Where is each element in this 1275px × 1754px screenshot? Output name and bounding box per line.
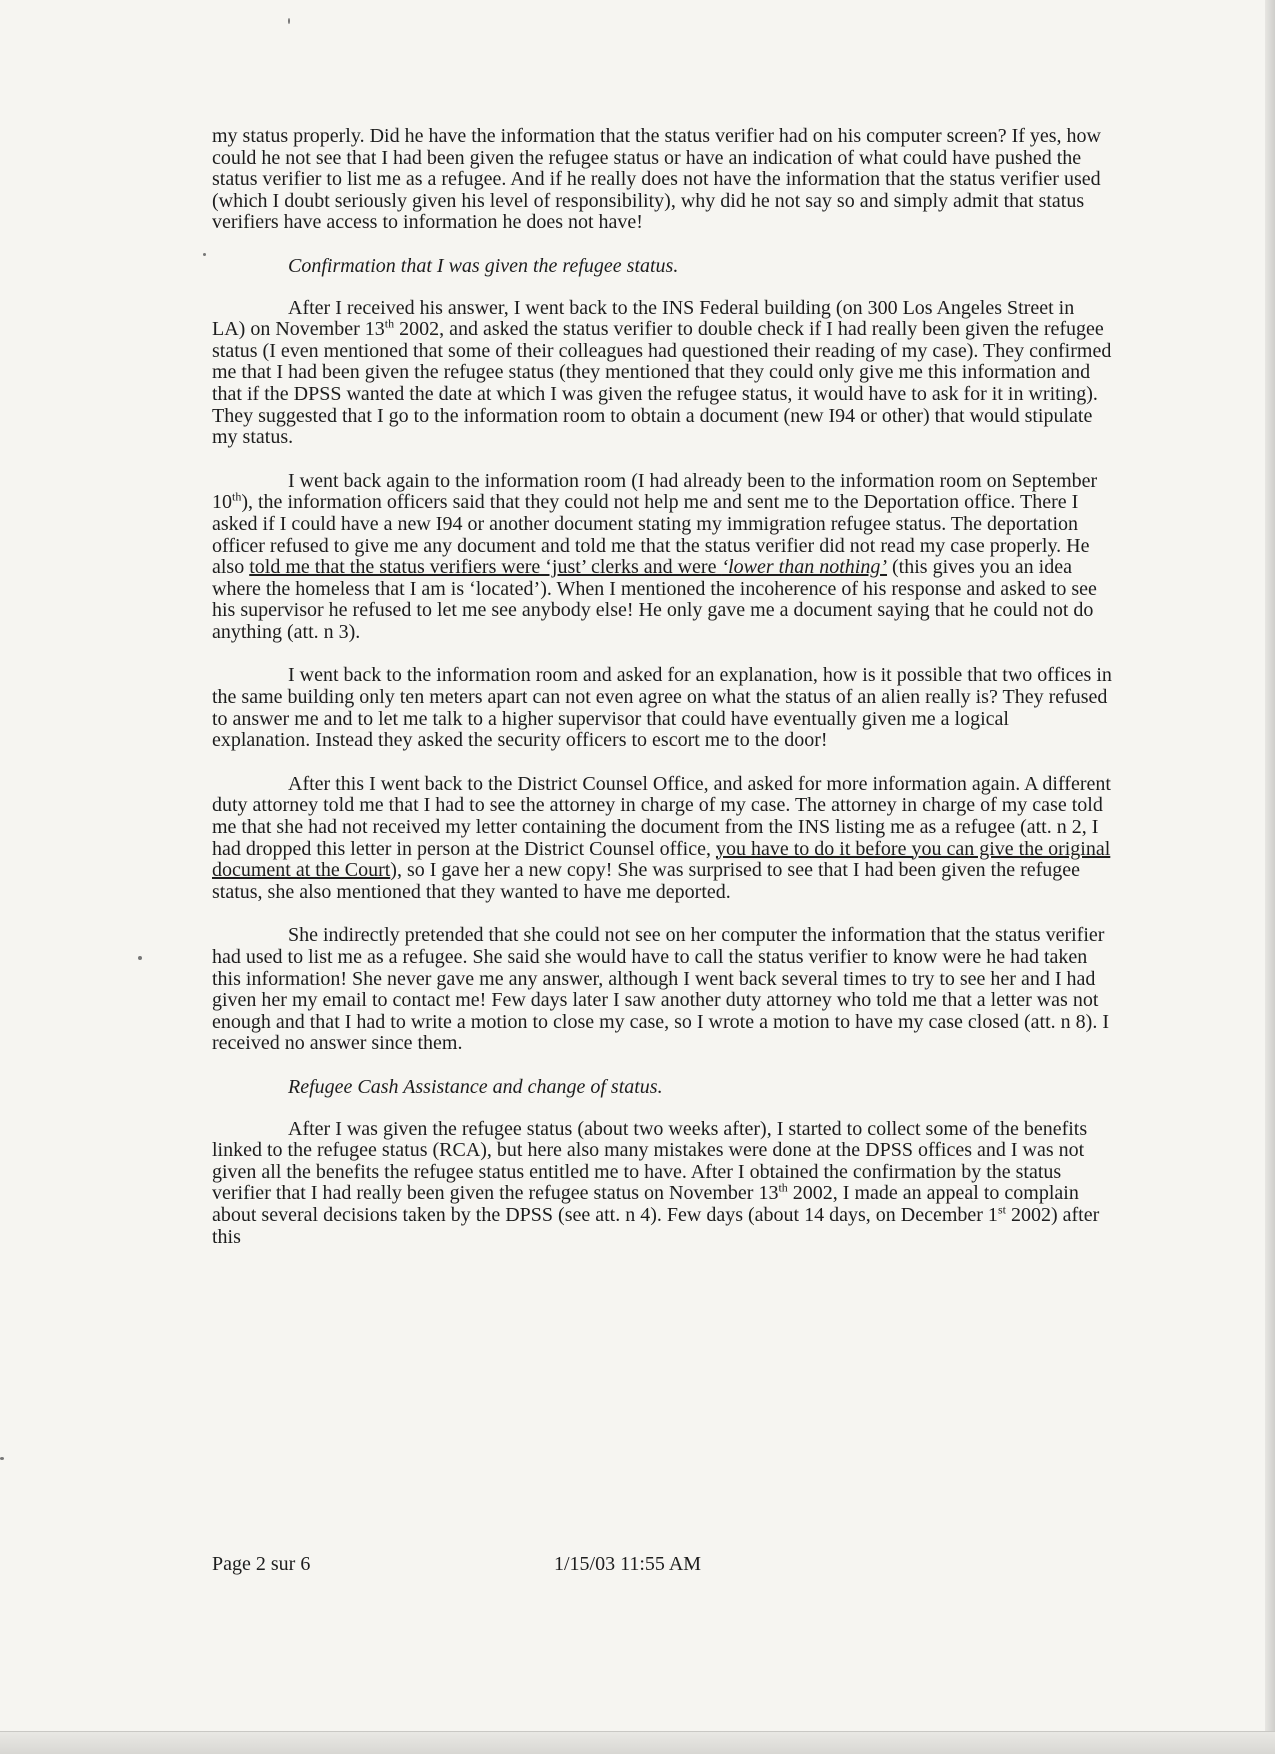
paragraph-7: After I was given the refugee status (about two weeks after), I started to collect some of the benefits linked to the refugee status (RCA), but here also many mistakes were done at the DPSS offices and I was not given all the benefits the refugee status entitled me to have. After I obtained the confirmation by the status verifier that I had really been given the refugee status on November 13th 2002, I made an appeal to complain about several decisions taken by the DPSS (see att. n 4). Few days (about 14 days, on December 1st 2002) after this: [212, 1117, 1100, 1248]
paragraph-6: She indirectly pretended that she could not see on her computer the information that the status verifier had used to list me as a refugee. She said she would have to call the status verifier to know were he had taken this information! She never gave me any answer, although I went back several times to try to see her and I had given her my email to contact me! Few days later I saw another duty attorney who told me that a letter was not enough and that I had to write a motion to close my case, so I wrote a motion to have my case closed (att. n 8). I received no answer since them.: [212, 924, 1109, 1055]
scan-edge-bottom: [0, 1731, 1275, 1754]
underlined-note: you have to do it before you can give the original document at the Court: [212, 837, 1111, 882]
paragraph-4: I went back to the information room and asked for an explanation, how is it possible that two offices in the same building only ten meters apart can not even agree on what the status of an alien really is? They refused to answer me and to let me talk to a higher supervisor that could have eventually given me a logical explanation. Instead they asked the security officers to escort me to the door!: [212, 664, 1112, 752]
underlined-quote: told me that the status verifiers were ‘just’ clerks and were: [249, 556, 722, 579]
scan-speck: [288, 18, 290, 24]
footer-timestamp: 1/15/03 11:55 AM: [554, 1553, 702, 1575]
scan-edge-right: [1265, 0, 1275, 1754]
section-heading-cash-assistance: Refugee Cash Assistance and change of status.: [288, 1075, 663, 1098]
paragraph-3: I went back again to the information room (I had already been to the information room on September 10th), the information officers said that they could not help me and sent me to the Deportation office. There I asked if I could have a new I94 or another document stating my immigration refugee status. The deportation officer refused to give me any document and told me that the status verifier did not read my case properly. He also told me that the status verifiers were ‘just’ clerks and were ‘lower than nothing’ (this gives you an idea where the homeless that I am is ‘located’). When I mentioned the incoherence of his response and asked to see his supervisor he refused to let me see anybody else! He only gave me a document saying that he could not do anything (att. n 3).: [212, 469, 1098, 643]
underlined-italic-quote: ‘lower than nothing’: [721, 556, 888, 579]
page-number: Page 2 sur 6: [212, 1553, 311, 1575]
scan-speck: [203, 253, 206, 256]
section-heading-confirmation: Confirmation that I was given the refugee status.: [288, 254, 679, 277]
letter-body: [212, 126, 1112, 1270]
paragraph-2: After I received his answer, I went back to the INS Federal building (on 300 Los Angeles Street in LA) on November 13th 2002, and asked the status verifier to double check if I had really been given the refugee status (I even mentioned that some of their colleagues had questioned their reading of my case). They confirmed me that I had been given the refugee status (they mentioned that they could only give me this information and that if the DPSS wanted the date at which I was given the refugee status, it would have to ask for it in writing). They suggested that I go to the information room to obtain a document (new I94 or other) that would stipulate my status.: [212, 296, 1112, 449]
scan-speck: [138, 956, 142, 960]
paragraph-5: After this I went back to the District Counsel Office, and asked for more information again. A different duty attorney told me that I had to see the attorney in charge of my case. The attorney in charge of my case told me that she had not received my letter containing the document from the INS listing me as a refugee (att. n 2, I had dropped this letter in person at the District Counsel office, you have to do it before you can give the original document at the Court), so I gave her a new copy! She was surprised to see that I had been given the refugee status, she also mentioned that they wanted to have me deported.: [212, 772, 1111, 903]
paragraph-1: my status properly. Did he have the information that the status verifier had on his computer screen? If yes, how could he not see that I had been given the refugee status or have an indication of what could have pushed the status verifier to list me as a refugee. And if he really does not have the information that the status verifier used (which I doubt seriously given his level of responsibility), why did he not say so and simply admit that status verifiers have access to information he does not have!: [212, 125, 1102, 234]
scan-speck: [0, 1457, 4, 1460]
